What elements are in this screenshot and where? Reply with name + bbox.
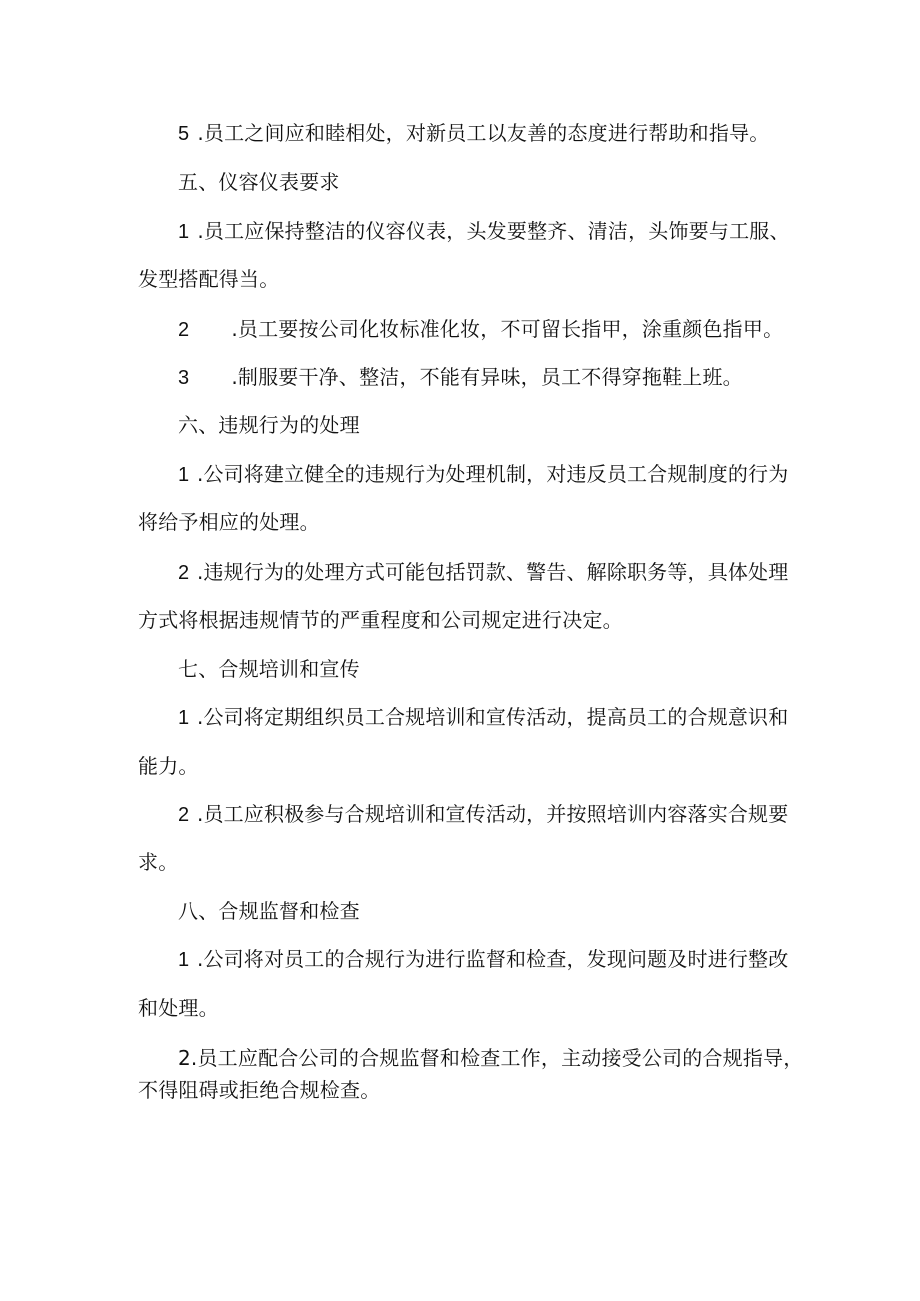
paragraph-7-2-line-2: 求。 xyxy=(138,850,179,874)
paragraph-text: .员工要按公司化妆标准化妆，不可留长指甲，涂重颜色指甲。 xyxy=(231,317,784,341)
item-number: 1 xyxy=(178,464,189,486)
item-number: 2 xyxy=(178,562,189,584)
paragraph-6-2-line-1 xyxy=(178,558,788,587)
paragraph-1-line-2: 发型搭配得当。 xyxy=(138,267,280,291)
paragraph-text: .公司将定期组织员工合规培训和宣传活动，提高员工的合规意识和 xyxy=(196,705,788,729)
paragraph-8-2-line-1: 2.员工应配合公司的合规监督和检查工作，主动接受公司的合规指导， xyxy=(178,1046,804,1070)
paragraph-8-1-line-2: 和处理。 xyxy=(138,996,219,1020)
paragraph-text: .公司将对员工的合规行为进行监督和检查，发现问题及时进行整改 xyxy=(196,947,788,971)
paragraph-2-line xyxy=(178,315,788,344)
item-number: 1 xyxy=(178,949,189,971)
paragraph-7-1-line-1 xyxy=(178,703,788,732)
paragraph-6-1-line-1 xyxy=(178,460,788,489)
paragraph-text: .员工之间应和睦相处，对新员工以友善的态度进行帮助和指导。 xyxy=(197,121,770,145)
section-heading-8: 八、合规监督和检查 xyxy=(178,899,360,923)
paragraph-6-1-line-2: 将给予相应的处理。 xyxy=(138,510,320,534)
paragraph-text: .员工应积极参与合规培训和宣传活动，并按照培训内容落实合规要 xyxy=(196,802,788,826)
paragraph-text: .员工应保持整洁的仪容仪表，头发要整齐、清洁，头饰要与工服、 xyxy=(197,219,790,243)
section-heading-5: 五、仪容仪表要求 xyxy=(178,170,340,194)
paragraph-8-1-line-1 xyxy=(178,945,788,974)
paragraph-3-line xyxy=(178,363,788,392)
item-number: 3 xyxy=(178,367,190,389)
paragraph-8-2-line-2: 不得阻碍或拒绝合规检查。 xyxy=(138,1078,381,1102)
paragraph-text: .制服要干净、整洁，不能有异味，员工不得穿拖鞋上班。 xyxy=(231,365,743,389)
paragraph-text: .违规行为的处理方式可能包括罚款、警告、解除职务等，具体处理 xyxy=(196,560,788,584)
paragraph-1-line-1 xyxy=(178,217,788,246)
item-number: 2 xyxy=(178,319,190,341)
paragraph-6-2-line-2: 方式将根据违规情节的严重程度和公司规定进行决定。 xyxy=(138,608,623,632)
section-heading-6: 六、违规行为的处理 xyxy=(178,413,360,437)
item-number: 5 xyxy=(178,123,190,145)
paragraph-7-1-line-2: 能力。 xyxy=(138,754,199,778)
section-heading-7: 七、合规培训和宣传 xyxy=(178,657,360,681)
item-number: 1 xyxy=(178,221,190,243)
paragraph-5-line xyxy=(178,119,788,148)
paragraph-7-2-line-1 xyxy=(178,800,788,829)
item-number: 2 xyxy=(178,804,189,826)
paragraph-text: .公司将建立健全的违规行为处理机制，对违反员工合规制度的行为 xyxy=(196,462,788,486)
item-number: 1 xyxy=(178,707,189,729)
